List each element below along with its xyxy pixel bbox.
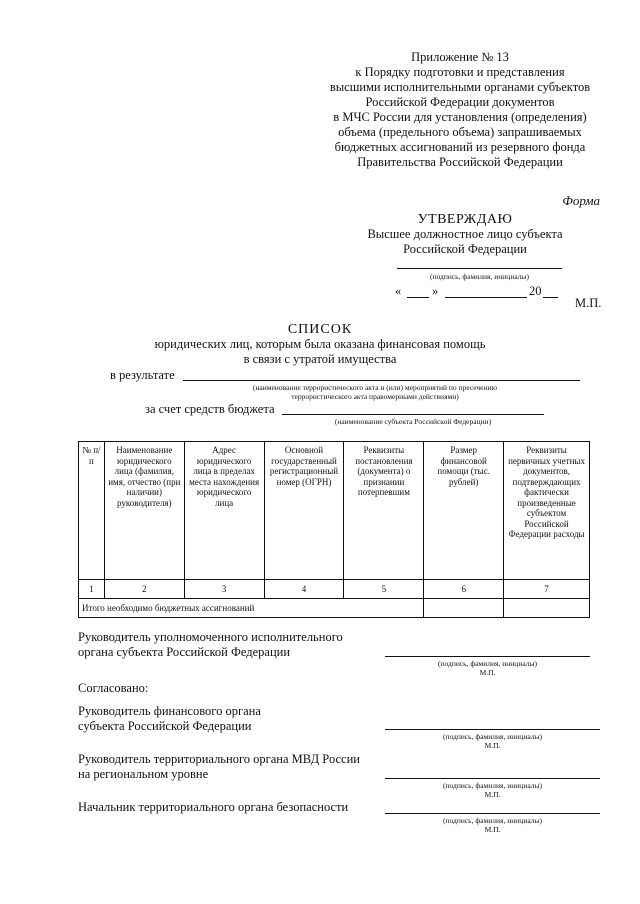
appendix-line: бюджетных ассигнований из резервного фонда [334, 140, 586, 154]
table-total-row [79, 599, 590, 618]
date-year-line [543, 297, 558, 298]
date-quote-close: » [432, 284, 439, 298]
table-number-row [79, 580, 590, 599]
number-cell: 6 [424, 580, 504, 599]
approve-stamp: М.П. [575, 296, 602, 310]
security-signature-line [385, 813, 600, 814]
appendix-line: к Порядку подготовки и представления [355, 65, 565, 79]
number-cell: 7 [504, 580, 590, 599]
approve-line: Высшее должностное лицо субъекта [367, 227, 563, 241]
approve-signature-caption: (подпись, фамилия, инициалы) [429, 272, 530, 281]
finance-signature-caption: (подпись, фамилия, инициалы) [442, 732, 543, 741]
date-day-line [407, 297, 429, 298]
date-year: 20 [529, 284, 542, 298]
date-quote-open: « [395, 284, 402, 298]
list-title-line: юридических лиц, которым была оказана финансовая помощь [154, 337, 486, 351]
head-signatory [78, 630, 343, 660]
header-cell: № п/п [79, 442, 105, 580]
number-cell: 4 [264, 580, 344, 599]
approve-signature-line [397, 268, 562, 269]
appendix-line: объема (предельного объема) запрашиваемых [338, 125, 582, 139]
total-value-cell [424, 599, 504, 618]
finance-stamp: М.П. [484, 741, 501, 750]
result-line [183, 380, 580, 381]
approve-date [395, 284, 595, 300]
total-label: Итого необходимо бюджетных ассигнований [79, 599, 424, 618]
result-caption: (наименование террористического акта и (или) мероприятий по пресечению террористического акта правомерными действиями) [252, 383, 498, 401]
signatory-line: Руководитель уполномоченного исполнительного [78, 630, 343, 644]
signatory-line: субъекта Российской Федерации [78, 719, 252, 733]
list-title [140, 322, 500, 367]
header-cell: Основной государственный регистрационный номер (ОГРН) [264, 442, 344, 580]
signatory-line: на региональном уровне [78, 767, 209, 781]
appendix-line: в МЧС России для установления (определения) [333, 110, 587, 124]
number-cell: 1 [79, 580, 105, 599]
appendix-header [320, 50, 600, 170]
legal-entities-table [78, 441, 590, 618]
security-stamp: М.П. [484, 825, 501, 834]
head-signature-line [385, 656, 590, 657]
header-cell: Наименование юридического лица (фамилия, имя, отчество (при наличии) руководителя) [104, 442, 184, 580]
signatory-line: Руководитель территориального органа МВД России [78, 752, 360, 766]
signatory-line: Руководитель финансового органа [78, 704, 261, 718]
header-cell: Реквизиты первичных учетных документов, подтверждающих фактически произведенные субъектом Российской Федерации расходы [504, 442, 590, 580]
form-label: Форма [562, 193, 600, 208]
signatory-line: органа субъекта Российской Федерации [78, 645, 291, 659]
appendix-line: Приложение № 13 [411, 50, 509, 64]
mvd-stamp: М.П. [484, 790, 501, 799]
date-month-line [445, 297, 527, 298]
header-cell: Размер финансовой помощи (тыс. рублей) [424, 442, 504, 580]
appendix-line: Российской Федерации документов [365, 95, 555, 109]
appendix-line: высшими исполнительными органами субъектов [329, 80, 591, 94]
budget-line [282, 414, 544, 415]
security-signature-caption: (подпись, фамилия, инициалы) [442, 816, 543, 825]
approve-title: УТВЕРЖДАЮ [417, 212, 513, 227]
signatory-line: Начальник территориального органа безопасности [78, 800, 349, 814]
number-cell: 5 [344, 580, 424, 599]
number-cell: 2 [104, 580, 184, 599]
finance-signatory [78, 704, 261, 734]
list-title-heading: СПИСОК [287, 322, 353, 337]
header-cell: Адрес юридического лица в пределах места нахождения юридического лица [184, 442, 264, 580]
head-stamp: М.П. [479, 668, 496, 677]
approve-line: Российской Федерации [403, 242, 527, 256]
mvd-signature-line [385, 778, 600, 779]
budget-caption: (наименование субъекта Российской Федерации) [334, 417, 492, 426]
header-cell: Реквизиты постановления (документа) о признании потерпевшим [344, 442, 424, 580]
mvd-signatory [78, 752, 360, 782]
mvd-signature-caption: (подпись, фамилия, инициалы) [442, 781, 543, 790]
table-header-row [79, 442, 590, 580]
head-signature-caption: (подпись, фамилия, инициалы) [437, 659, 538, 668]
appendix-line: Правительства Российской Федерации [357, 155, 563, 169]
agreed-label: Согласовано: [78, 681, 149, 695]
result-label: в результате [110, 368, 175, 382]
number-cell: 3 [184, 580, 264, 599]
finance-signature-line [385, 729, 600, 730]
approve-block [340, 212, 590, 257]
budget-label: за счет средств бюджета [145, 402, 275, 416]
list-title-line: в связи с утратой имущества [243, 352, 397, 366]
security-signatory [78, 800, 348, 815]
total-extra-cell [504, 599, 590, 618]
